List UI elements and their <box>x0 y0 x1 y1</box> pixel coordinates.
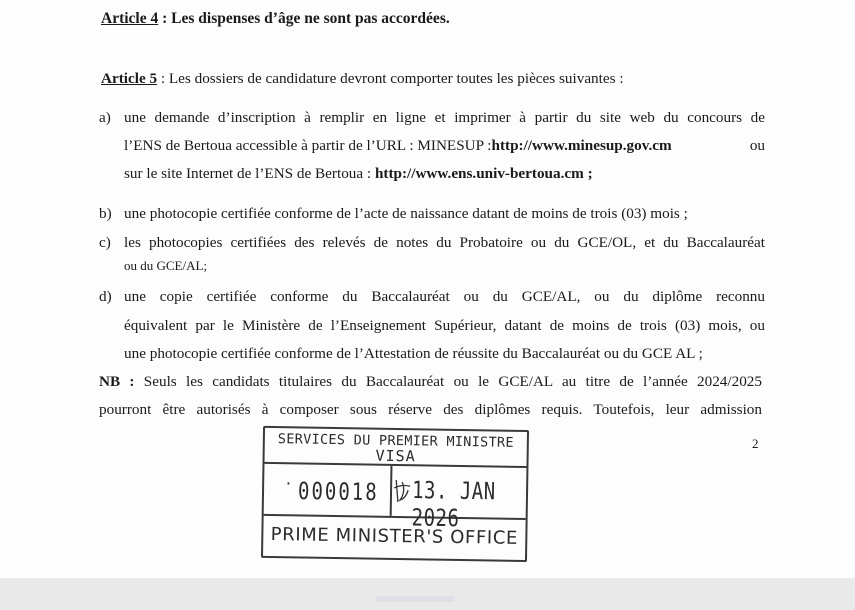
item-d-line-3: une photocopie certifiée conforme de l’Attestation de réussite du Baccalauréat ou du GCE AL ; <box>124 345 703 362</box>
nb-label: NB : <box>99 373 135 390</box>
item-a-or: ou <box>749 137 765 154</box>
item-a-marker: a) <box>99 109 111 126</box>
visa-stamp <box>261 426 531 564</box>
item-a-line-2 <box>124 138 765 153</box>
article-5-text: : Les dossiers de candidature devront comporter toutes les pièces suivantes : <box>157 70 624 87</box>
item-a-line-2-text: l’ENS de Bertoua accessible à partir de l’URL : MINESUP : <box>124 137 492 154</box>
minesup-url: http://www.minesup.gov.cm <box>491 137 672 154</box>
item-c-marker: c) <box>99 234 111 251</box>
article-5-label: Article 5 <box>101 70 158 87</box>
item-d-marker: d) <box>99 288 112 305</box>
item-a-line-3-text: sur le site Internet de l’ENS de Bertoua : <box>124 165 375 182</box>
viewer-bottom-bar <box>0 578 855 610</box>
item-d-line-2: équivalent par le Ministère de l’Enseignement Supérieur, datant de moins de trois (03) mois, ou <box>124 317 765 334</box>
item-b-marker: b) <box>99 205 112 222</box>
item-d-line-1: une copie certifiée conforme du Baccalauréat ou du GCE/AL, ou du diplôme reconnu <box>124 288 765 305</box>
article-5 <box>101 71 624 86</box>
item-a-line-1: une demande d’inscription à remplir en ligne et imprimer à partir du site web du concours de <box>124 109 765 126</box>
page-number: 2 <box>752 436 759 451</box>
nb-line-1 <box>99 374 762 389</box>
ens-url: http://www.ens.univ-bertoua.cm ; <box>374 165 593 182</box>
article-4 <box>101 11 450 27</box>
stamp-mark: · <box>284 476 293 493</box>
stamp-office-text: PRIME MINISTER'S OFFICE <box>270 524 519 549</box>
stamp-number: 000018 <box>297 477 379 507</box>
stamp-date: 13. JAN 2026 <box>411 476 496 533</box>
nb-text-1: Seuls les candidats titulaires du Baccalauréat ou le GCE/AL au titre de l’année 2024/2025 <box>134 373 762 390</box>
stamp-visa-text: VISA <box>375 446 416 466</box>
item-b-line-1: une photocopie certifiée conforme de l’acte de naissance datant de moins de trois (03) mois ; <box>124 205 688 222</box>
stamp-services-text: SERVICES DU PREMIER MINISTRE <box>277 431 514 451</box>
nb-line-2: pourront être autorisés à composer sous réserve des diplômes requis. Toutefois, leur admission <box>99 401 762 418</box>
item-a-line-3 <box>124 166 593 181</box>
item-c-line-2: ou du GCE/AL; <box>124 258 208 273</box>
article-4-text: : Les dispenses d’âge ne sont pas accordées. <box>158 10 450 27</box>
scan-artifact <box>375 596 455 602</box>
item-c-line-1: les photocopies certifiées des relevés de notes du Probatoire ou du GCE/OL, et du Baccalauréat <box>124 234 765 251</box>
article-4-label: Article 4 <box>101 10 159 27</box>
